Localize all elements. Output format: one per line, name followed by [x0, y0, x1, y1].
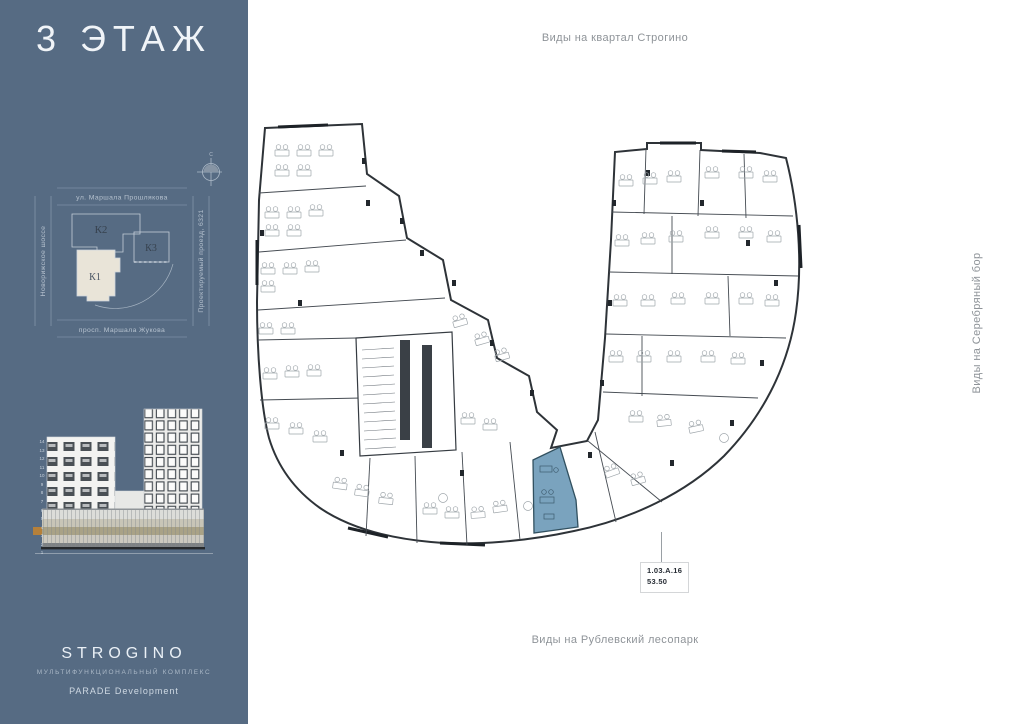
site-plan-frame — [35, 188, 209, 337]
building-k1-label: К1 — [89, 272, 101, 283]
unit-id: 1.03.А.16 — [647, 566, 683, 575]
street-label-right: Проектируемый проезд, 6321 — [198, 209, 205, 313]
site-plan — [27, 148, 222, 340]
unit-leader-line — [661, 532, 662, 564]
brand-subtitle: МУЛЬТИФУНКЦИОНАЛЬНЫЙ КОМПЛЕКС — [36, 669, 212, 676]
street-label-bottom: просп. Маршала Жукова — [78, 327, 166, 334]
street-label-top: ул. Маршала Прошлякова — [76, 194, 168, 202]
unit-area: 53.50 — [647, 576, 668, 586]
stair-core — [356, 332, 456, 456]
floor-title: 3 ЭТАЖ — [36, 18, 212, 59]
street-label-left: Новорижское шоссе — [40, 225, 47, 297]
building-elevation — [27, 395, 222, 570]
view-label-right: Виды на Серебряный бор — [971, 252, 983, 394]
building-k3-label: К3 — [145, 243, 157, 254]
sidebar — [0, 0, 248, 724]
view-label-bottom: Виды на Рублевский лесопарк — [531, 634, 699, 646]
plan-area — [248, 0, 1024, 724]
view-label-top: Виды на квартал Строгино — [541, 32, 689, 44]
building-k2-label: К2 — [94, 224, 108, 236]
svg-text:С: С — [209, 152, 213, 158]
developer-name: PARADE Development — [69, 686, 179, 696]
compass-icon — [197, 152, 222, 186]
brand-name: STROGINO — [61, 645, 187, 662]
unit-label-box[interactable] — [640, 562, 689, 593]
elevation-drawing — [35, 409, 213, 554]
plan-outline — [257, 124, 799, 543]
floor-plan — [250, 112, 830, 562]
floor-number-column: 14 13 12 11 10 9 8 7 6 5 4 3 2 1 — [39, 439, 45, 556]
